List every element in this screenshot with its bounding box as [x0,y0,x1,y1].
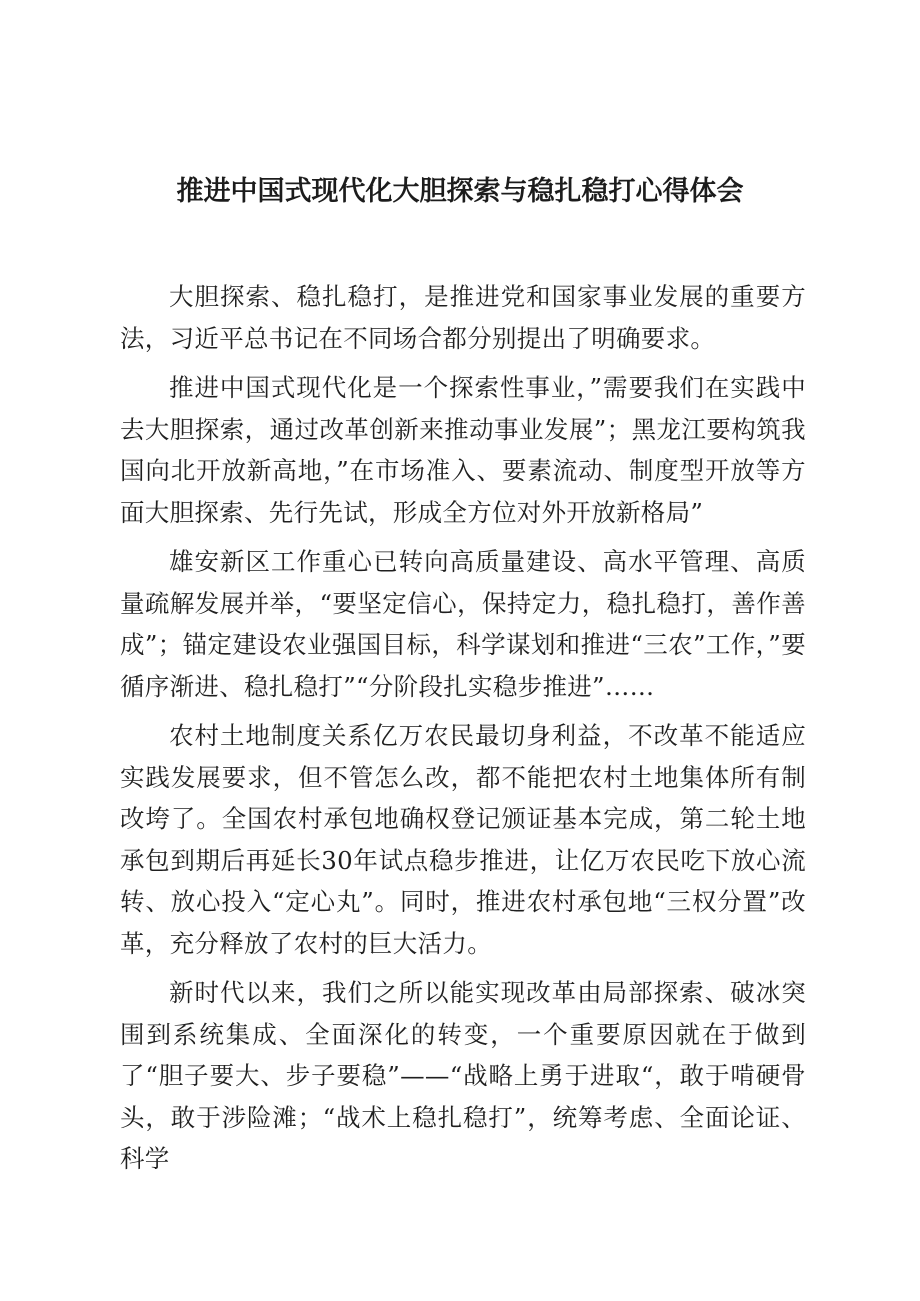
document-title: 推进中国式现代化大胆探索与稳扎稳打心得体会 [176,176,744,207]
paragraph-2: 推进中国式现代化是一个探索性事业，”需要我们在实践中去大胆探索，通过改革创新来推动事业发展”；黑龙江要构筑我国向北开放新高地，”在市场准入、要素流动、制度型开放等方面大胆探索、先行先试，形成全方位对外开放新格局” [120,373,806,527]
paragraph-1: 大胆探索、稳扎稳打，是推进党和国家事业发展的重要方法，习近平总书记在不同场合都分别提出了明确要求。 [120,282,806,353]
paragraph-5: 新时代以来，我们之所以能实现改革由局部探索、破冰突围到系统集成、全面深化的转变，一个重要原因就在于做到了“胆子要大、步子要稳”——“战略上勇于进取“，敢于啃硬骨头，敢于涉险滩；“战术上稳扎稳打”，统筹考虑、全面论证、科学 [120,978,806,1173]
document-body [120,276,806,1188]
paragraph-4: 农村土地制度关系亿万农民最切身利益，不改革不能适应实践发展要求，但不管怎么改，都不能把农村土地集体所有制改垮了。全国农村承包地确权登记颁证基本完成，第二轮土地承包到期后再延长30年试点稳步推进，让亿万农民吃下放心流转、放心投入“定心丸”。同时，推进农村承包地“三权分置”改革，充分释放了农村的巨大活力。 [120,721,806,958]
paragraph-3: 雄安新区工作重心已转向高质量建设、高水平管理、高质量疏解发展并举，“要坚定信心，保持定力，稳扎稳打，善作善成”；锚定建设农业强国目标，科学谋划和推进“三农”工作，”要循序渐进、稳扎稳打”“分阶段扎实稳步推进”…… [120,547,806,701]
